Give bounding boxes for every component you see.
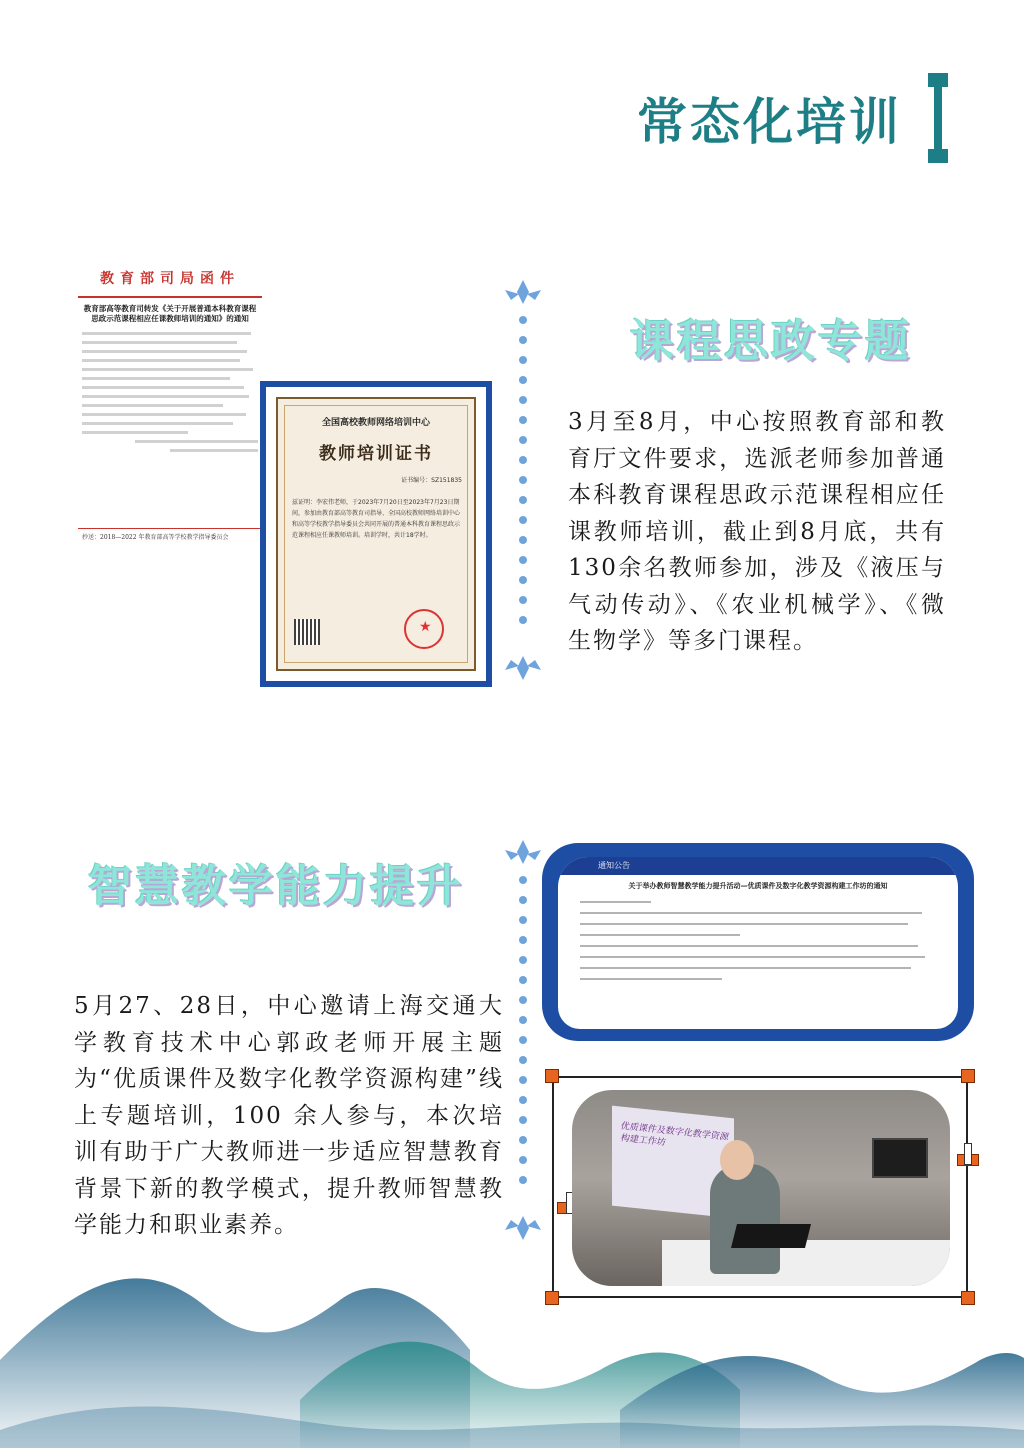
letter-head: 教育部司局函件 [100, 271, 240, 287]
resize-handle-top-left [545, 1069, 559, 1083]
notice-bar-label: 通知公告 [598, 861, 630, 870]
resize-handle-top-right [961, 1069, 975, 1083]
section1-heading: 课程思政专题 [630, 316, 912, 367]
certificate-title: 教师培训证书 [319, 444, 433, 464]
board-text: 优质课件及数字化教学资源构建工作坊 [620, 1121, 729, 1149]
certificate-org: 全国高校教师网络培训中心 [321, 418, 430, 428]
page-title: 常态化培训 [637, 93, 902, 151]
qr-code-icon [294, 619, 320, 645]
letter-title: 教育部高等教育司转发《关于开展普通本科教育课程思政示范课程相应任课教师培训的通知》的通知 [83, 304, 257, 323]
certificate-body: 兹证明：李宏伟老师，于2023年7月20日至2023年7月23日期间，参加由教育部高等教育司指导、全国高校教师网络培训中心和高等学校教学指导委员会共同开展的普通本科教育课程思政示范课程相应任课教师培训。培训学时，共计18学时。 [292, 499, 461, 539]
seal-icon [404, 609, 444, 649]
section2-paragraph: 5月27、28日，中心邀请上海交通大学教育技术中心郭政老师开展主题为“优质课件及数字化教学资源构建”线上专题培训，100 余人参与，本次培训有助于广大教师进一步适应智慧教育背景下新的教学模式，提升教师智慧教学能力和职业素养。 [74, 993, 504, 1238]
side-handle-right [964, 1143, 972, 1165]
dotted-divider-1 [503, 280, 543, 680]
title-bracket-icon [928, 73, 950, 163]
letter-footer: 抄送：2018—2022 年教育部高等学校教学指导委员会 [78, 528, 262, 544]
notice-title: 关于举办教师智慧教学能力提升活动—优质课件及数字化教学资源构建工作坊的通知 [628, 882, 888, 890]
ministry-letter-image [78, 262, 262, 544]
section1-paragraph: 3月至8月，中心按照教育部和教育厅文件要求，选派老师参加普通本科教育课程思政示范课程相应任课教师培训，截止到8月底，共有130余名教师参加，涉及《液压与气动传动》、《农业机械学》、《微生物学》等多门课程。 [568, 409, 946, 654]
mountain-decoration [0, 1240, 1024, 1448]
dotted-divider-2 [503, 840, 543, 1240]
section2-heading: 智慧教学能力提升 [88, 861, 464, 912]
certificate-number: 证书编号：SZ151835 [401, 477, 462, 484]
notice-screenshot [542, 843, 974, 1041]
certificate-image [260, 381, 492, 687]
monitor-screen [872, 1138, 928, 1178]
